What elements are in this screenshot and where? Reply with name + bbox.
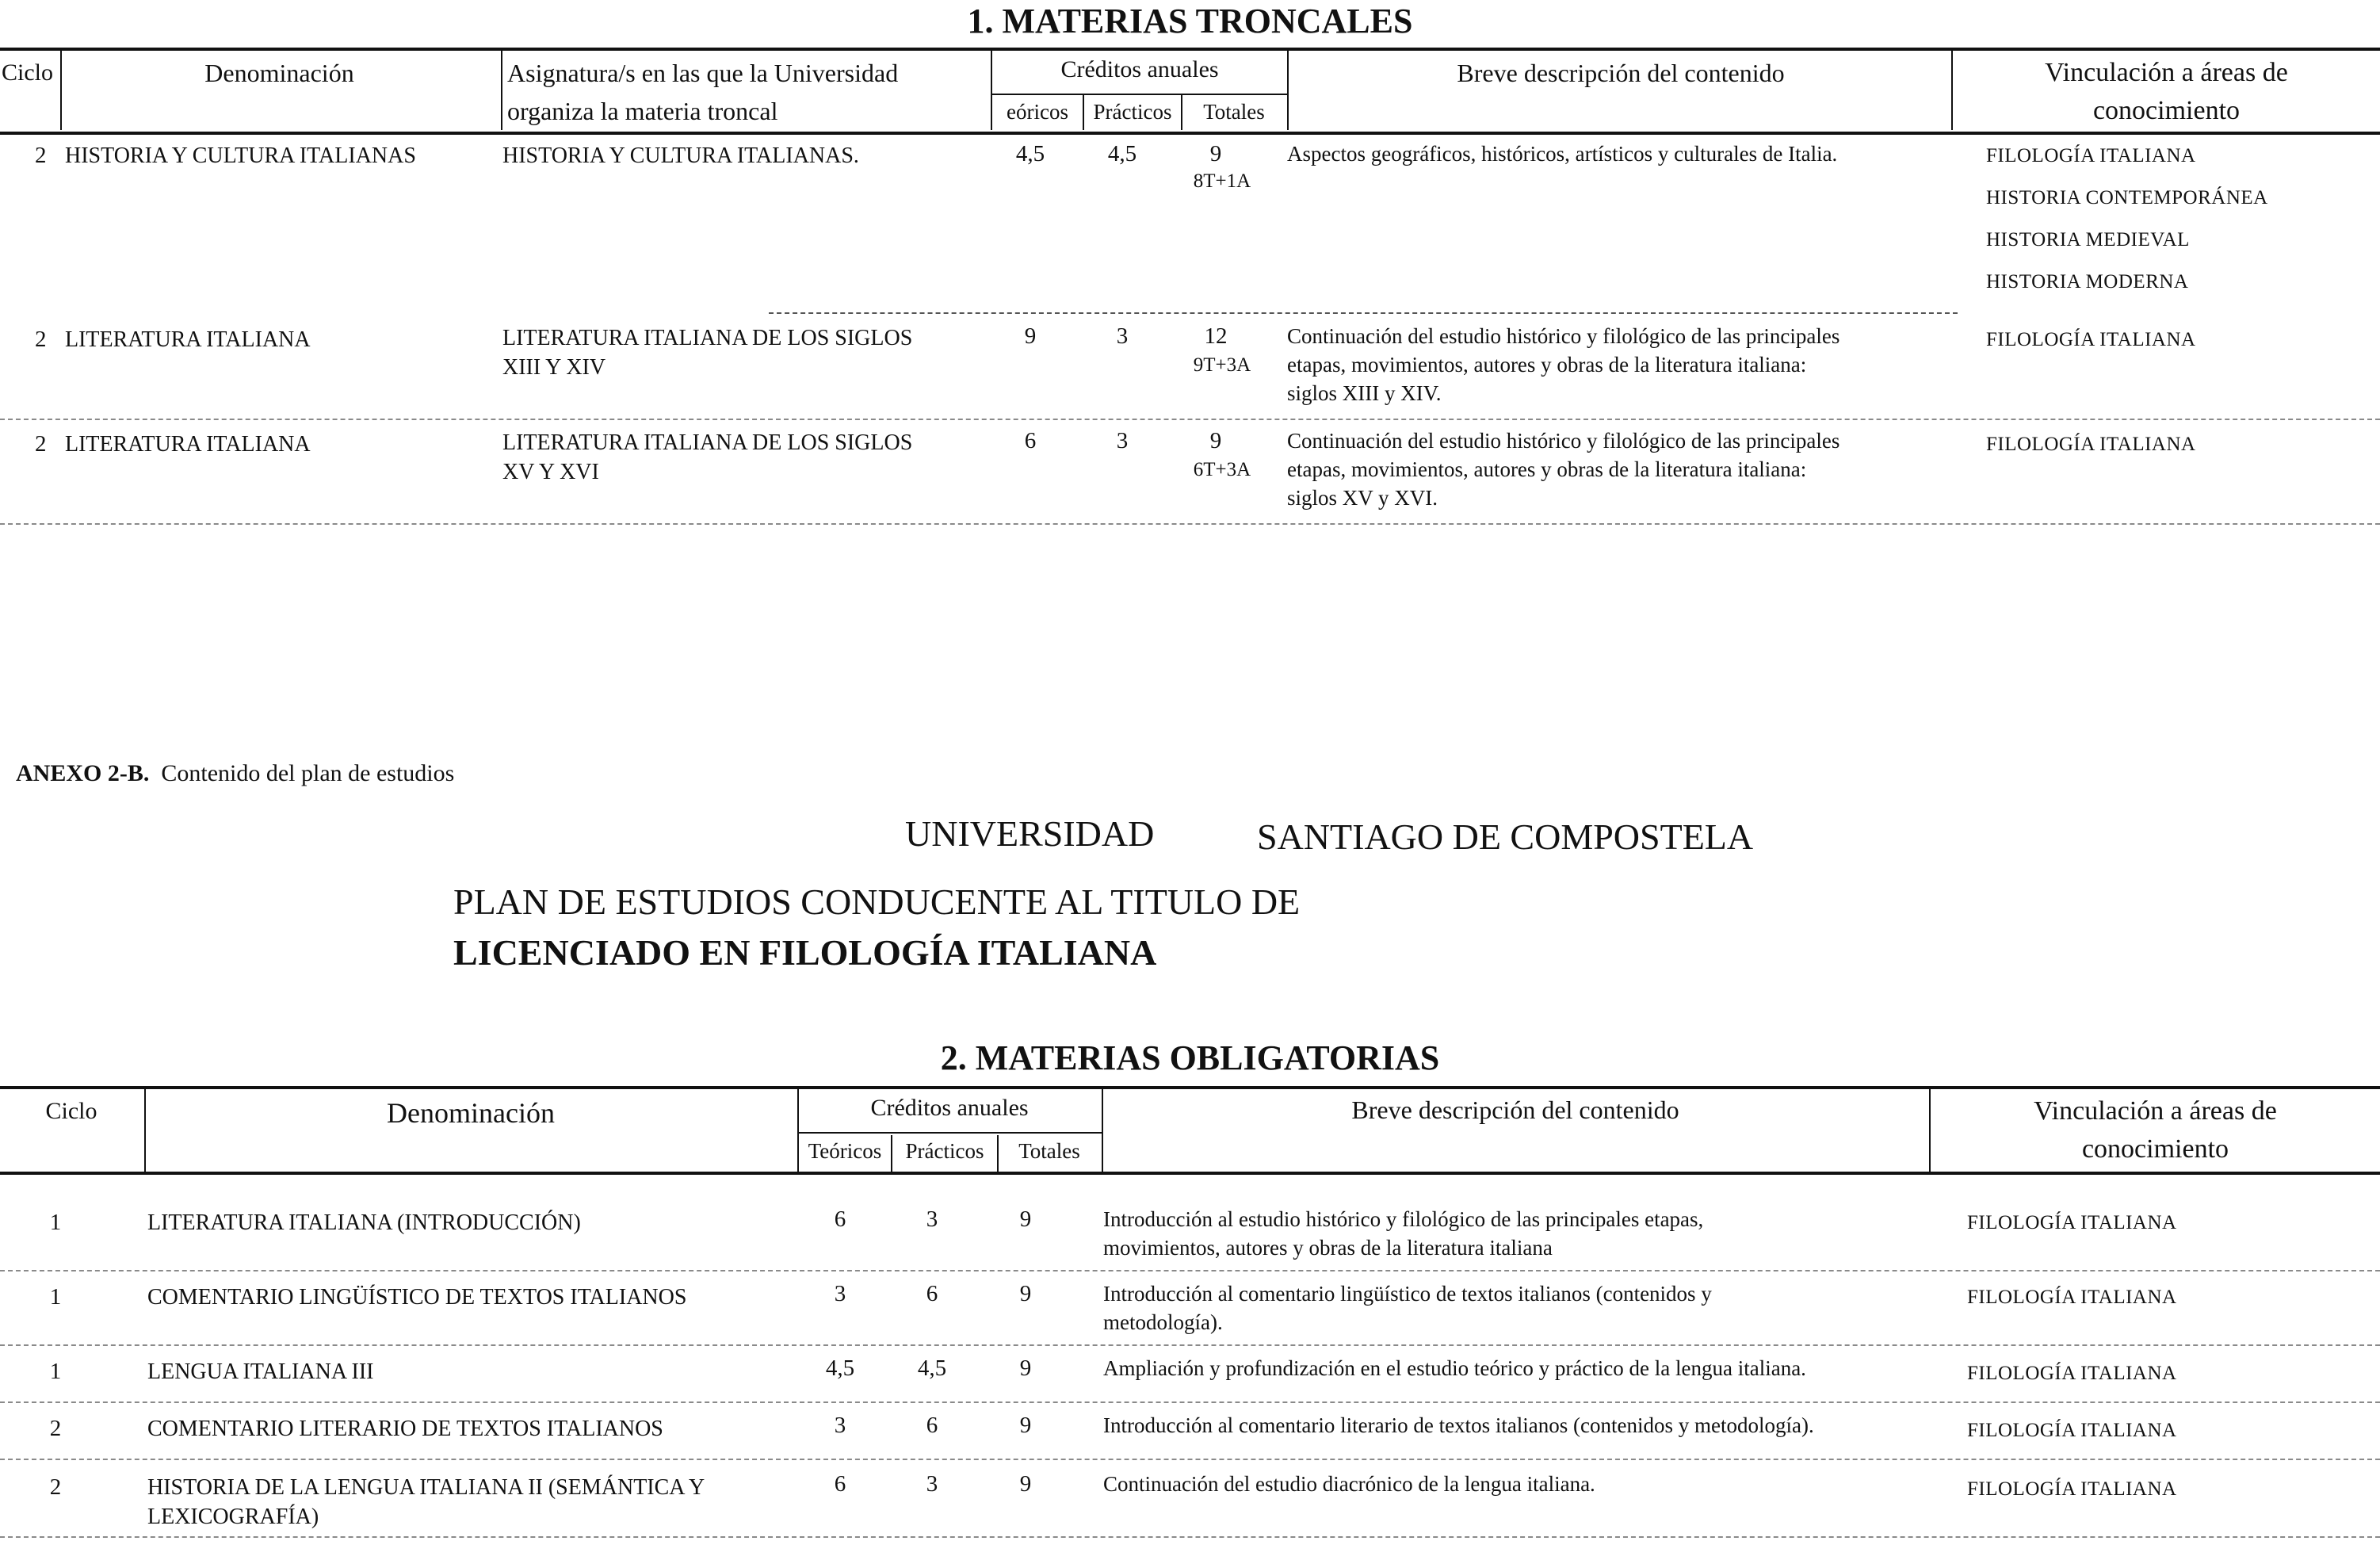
row-separator: [769, 312, 1958, 314]
row-practicos: 4,5: [917, 1356, 947, 1381]
row-descripcion: Introducción al comentario lingüístico de textos italianos (contenidos y: [1103, 1282, 1712, 1306]
row-teoricos: 4,5: [825, 1356, 855, 1381]
anexo-text: Contenido del plan de estudios: [161, 760, 455, 786]
header-practicos: Prácticos: [1093, 100, 1172, 124]
row-descripcion: Introducción al estudio histórico y filológico de las principales etapas,: [1103, 1207, 1704, 1231]
row-totales: 9: [1019, 1413, 1032, 1438]
plan-line: PLAN DE ESTUDIOS CONDUCENTE AL TITULO DE: [453, 881, 1301, 922]
row-practicos: 4,5: [1107, 141, 1137, 166]
row-denominacion: LENGUA ITALIANA III: [147, 1359, 374, 1384]
header-vinculacion-1: Vinculación a áreas de: [2034, 1096, 2277, 1126]
row-separator: [0, 1459, 2380, 1460]
divider: [1287, 51, 1289, 130]
row-ciclo: 2: [35, 143, 47, 168]
row-totales: 9: [1019, 1206, 1032, 1232]
row-asignatura: LITERATURA ITALIANA DE LOS SIGLOS: [502, 430, 913, 455]
universidad-name: SANTIAGO DE COMPOSTELA: [1257, 816, 1754, 857]
row-area: FILOLOGÍA ITALIANA: [1986, 145, 2196, 166]
row-teoricos: 6: [1024, 428, 1037, 453]
row-descripcion: etapas, movimientos, autores y obras de la literatura italiana:: [1287, 457, 1807, 481]
row-denominacion: LITERATURA ITALIANA (INTRODUCCIÓN): [147, 1210, 581, 1235]
header-practicos: Prácticos: [905, 1139, 984, 1163]
header-vinculacion-2: conocimiento: [2092, 96, 2241, 125]
divider: [997, 1135, 999, 1172]
row-separator: [0, 523, 2380, 525]
row-ciclo: 2: [35, 327, 47, 352]
row-denominacion: HISTORIA DE LA LENGUA ITALIANA II (SEMÁNTICA Y: [147, 1475, 705, 1500]
header-teoricos: eóricos: [1007, 100, 1068, 124]
row-asignatura: LITERATURA ITALIANA DE LOS SIGLOS: [502, 326, 913, 350]
divider: [1929, 1089, 1931, 1172]
header-descripcion: Breve descripción del contenido: [1457, 59, 1785, 87]
divider: [1102, 1089, 1103, 1172]
row-descripcion: siglos XV y XVI.: [1287, 486, 1438, 510]
row-totales-sub: 6T+3A: [1193, 459, 1251, 480]
header-denominacion: Denominación: [387, 1097, 555, 1129]
row-asignatura: XIII Y XIV: [502, 355, 606, 380]
row-area: FILOLOGÍA ITALIANA: [1967, 1478, 2177, 1500]
row-practicos: 3: [1116, 428, 1129, 453]
divider: [891, 1135, 892, 1172]
divider: [501, 51, 502, 130]
header-totales: Totales: [1203, 100, 1265, 124]
row-area: FILOLOGÍA ITALIANA: [1967, 1363, 2177, 1384]
header-ciclo: Ciclo: [45, 1098, 97, 1124]
row-totales: 12: [1204, 323, 1228, 349]
row-ciclo: 2: [49, 1416, 62, 1441]
divider: [797, 1132, 1103, 1134]
header-creditos: Créditos anuales: [870, 1095, 1029, 1121]
row-totales-sub: 9T+3A: [1193, 354, 1251, 376]
row-area: FILOLOGÍA ITALIANA: [1986, 329, 2196, 350]
divider: [797, 1089, 799, 1172]
divider: [60, 51, 62, 130]
header-teoricos: Teóricos: [808, 1139, 882, 1163]
header-asignatura-2: organiza la materia troncal: [507, 97, 778, 125]
row-asignatura: XV Y XVI: [502, 460, 599, 484]
row-descripcion: Introducción al comentario literario de textos italianos (contenidos y metodología).: [1103, 1413, 1814, 1437]
row-totales: 9: [1209, 141, 1222, 166]
universidad-label: UNIVERSIDAD: [905, 813, 1155, 854]
row-separator: [0, 1270, 2380, 1271]
row-descripcion: Ampliación y profundización en el estudio teórico y práctico de la lengua italiana.: [1103, 1356, 1806, 1380]
row-separator: [0, 419, 2380, 420]
row-teoricos: 3: [834, 1413, 846, 1438]
row-descripcion: Continuación del estudio diacrónico de la lengua italiana.: [1103, 1472, 1595, 1496]
divider: [1951, 51, 1953, 130]
row-separator: [0, 1536, 2380, 1538]
header-vinculacion-2: conocimiento: [2081, 1134, 2229, 1164]
anexo-label: ANEXO 2-B.: [16, 760, 150, 786]
header-denominacion: Denominación: [204, 59, 354, 87]
row-asignatura: HISTORIA Y CULTURA ITALIANAS.: [502, 143, 859, 168]
row-ciclo: 1: [49, 1284, 62, 1310]
row-area: FILOLOGÍA ITALIANA: [1967, 1420, 2177, 1441]
row-ciclo: 2: [49, 1474, 62, 1500]
row-totales: 9: [1209, 428, 1222, 453]
row-teoricos: 4,5: [1015, 141, 1045, 166]
row-area: HISTORIA MEDIEVAL: [1986, 229, 2190, 250]
row-denominacion: LITERATURA ITALIANA: [65, 432, 311, 457]
row-denominacion: LEXICOGRAFÍA): [147, 1505, 319, 1529]
row-ciclo: 1: [49, 1210, 62, 1235]
troncales-top-rule: [0, 48, 2380, 51]
divider: [1083, 95, 1084, 130]
row-teoricos: 9: [1024, 323, 1037, 349]
row-practicos: 6: [926, 1413, 938, 1438]
row-denominacion: COMENTARIO LINGÜÍSTICO DE TEXTOS ITALIANOS: [147, 1285, 687, 1310]
row-practicos: 3: [926, 1206, 938, 1232]
divider: [1181, 95, 1182, 130]
row-teoricos: 3: [834, 1281, 846, 1306]
obligatorias-title: 2. MATERIAS OBLIGATORIAS: [940, 1038, 1440, 1077]
row-ciclo: 1: [49, 1359, 62, 1384]
row-practicos: 3: [926, 1471, 938, 1497]
row-teoricos: 6: [834, 1206, 846, 1232]
row-totales: 9: [1019, 1281, 1032, 1306]
row-area: FILOLOGÍA ITALIANA: [1967, 1287, 2177, 1308]
row-descripcion: movimientos, autores y obras de la literatura italiana: [1103, 1236, 1553, 1260]
anexo-line: [16, 758, 454, 790]
row-descripcion: etapas, movimientos, autores y obras de la literatura italiana:: [1287, 353, 1807, 377]
row-denominacion: HISTORIA Y CULTURA ITALIANAS: [65, 143, 416, 168]
row-totales: 9: [1019, 1471, 1032, 1497]
divider: [991, 94, 1289, 95]
header-vinculacion-1: Vinculación a áreas de: [2045, 58, 2288, 87]
obligatorias-header-rule: [0, 1172, 2380, 1175]
row-totales-sub: 8T+1A: [1193, 170, 1251, 192]
row-area: HISTORIA MODERNA: [1986, 271, 2189, 293]
troncales-title: 1. MATERIAS TRONCALES: [967, 2, 1413, 40]
row-descripcion: Aspectos geográficos, históricos, artísticos y culturales de Italia.: [1287, 142, 1838, 166]
divider: [991, 51, 992, 130]
row-separator: [0, 1344, 2380, 1346]
header-creditos: Créditos anuales: [1060, 56, 1219, 82]
header-descripcion: Breve descripción del contenido: [1351, 1096, 1679, 1124]
plan-titulo: LICENCIADO EN FILOLOGÍA ITALIANA: [453, 932, 1157, 973]
row-practicos: 6: [926, 1281, 938, 1306]
row-descripcion: siglos XIII y XIV.: [1287, 381, 1442, 405]
row-totales: 9: [1019, 1356, 1032, 1381]
obligatorias-top-rule: [0, 1086, 2380, 1089]
header-ciclo: Ciclo: [2, 59, 53, 86]
header-asignatura-1: Asignatura/s en las que la Universidad: [507, 59, 899, 87]
row-area: FILOLOGÍA ITALIANA: [1986, 434, 2196, 455]
row-descripcion: metodología).: [1103, 1310, 1223, 1334]
row-denominacion: LITERATURA ITALIANA: [65, 327, 311, 352]
header-totales: Totales: [1018, 1139, 1080, 1163]
row-ciclo: 2: [35, 431, 47, 457]
row-practicos: 3: [1116, 323, 1129, 349]
row-separator: [0, 1401, 2380, 1403]
row-teoricos: 6: [834, 1471, 846, 1497]
row-descripcion: Continuación del estudio histórico y filológico de las principales: [1287, 324, 1840, 348]
row-denominacion: COMENTARIO LITERARIO DE TEXTOS ITALIANOS: [147, 1417, 663, 1441]
row-descripcion: Continuación del estudio histórico y filológico de las principales: [1287, 429, 1840, 453]
row-area: HISTORIA CONTEMPORÁNEA: [1986, 187, 2268, 208]
divider: [144, 1089, 146, 1172]
row-area: FILOLOGÍA ITALIANA: [1967, 1212, 2177, 1233]
